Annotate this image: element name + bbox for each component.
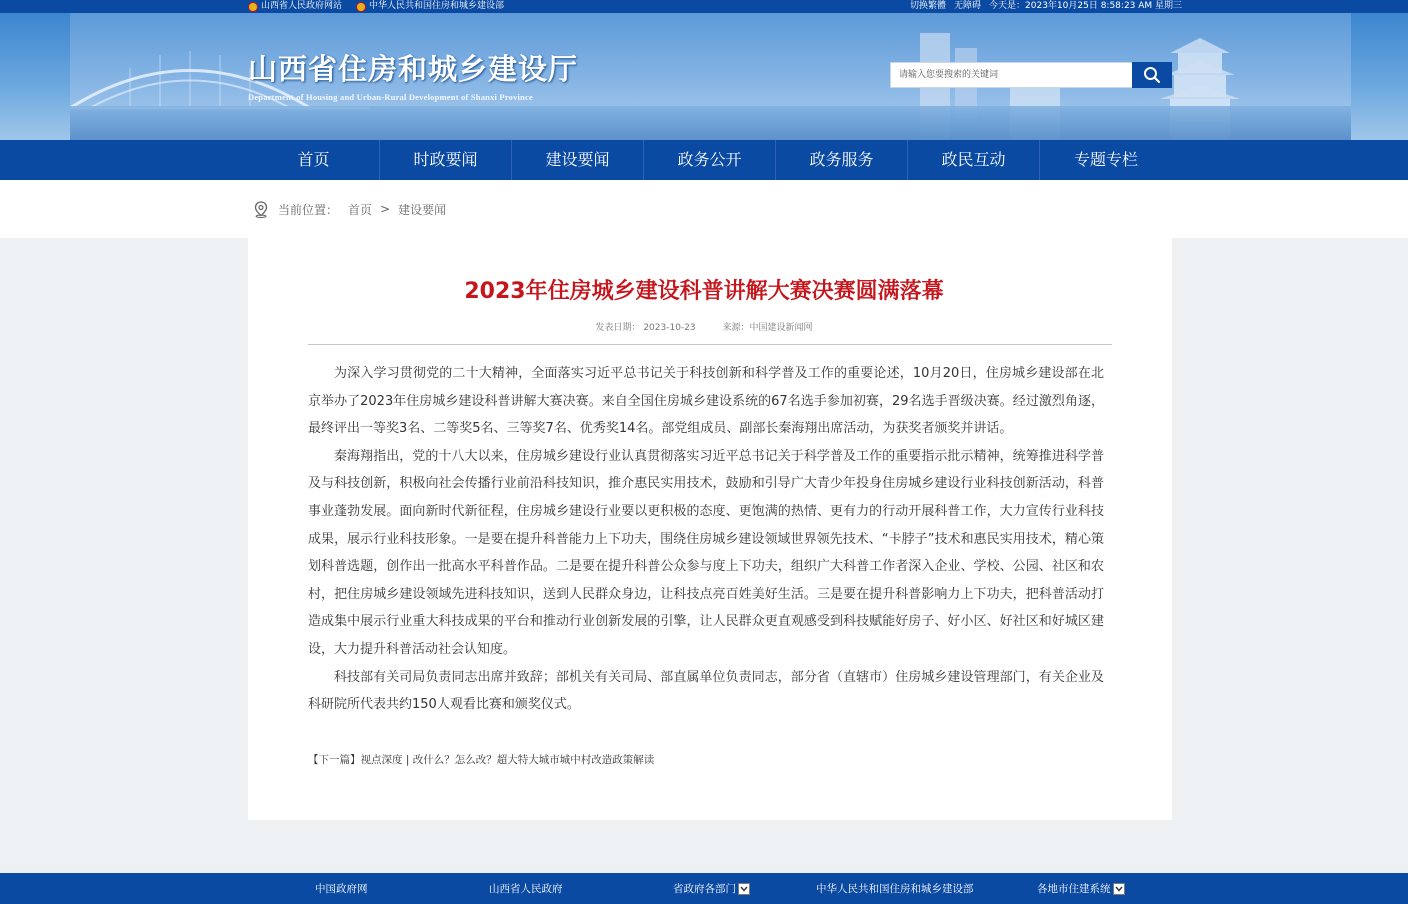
- footer-link-label: 省政府各部门: [673, 883, 736, 895]
- location-pin-icon: [252, 200, 270, 218]
- search-button[interactable]: [1132, 62, 1172, 88]
- article-paragraph: 秦海翔指出，党的十八大以来，住房城乡建设行业认真贯彻落实习近平总书记关于科学普及工作的重要指示批示精神，统筹推进科学普及与科技创新，积极向社会传播行业前沿科技知识，推介惠民实用技术，鼓励和引导广大青少年投身住房城乡建设行业科技创新活动，科普事业蓬勃发展。面向新时代新征程，住房城乡建设行业要以更积极的态度、更饱满的热情、更有力的行动开展科普工作，大力宣传行业科技成果，展示行业科技形象。一是要在提升科普能力上下功夫，围绕住房城乡建设领域世界领先技术、“卡脖子”技术和惠民实用技术，精心策划科普选题，创作出一批高水平科普作品。二是要在提升科普公众参与度上下功夫，组织广大科普工作者深入企业、学校、公园、社区和农村，把住房城乡建设领域先进科技知识，送到人民群众身边，让科技点亮百姓美好生活。三是要在提升科普影响力上下功夫，把科普活动打造成集中展示行业重大科技成果的平台和推动行业创新发展的引擎，让人民群众更直观感受到科技赋能好房子、好小区、好社区和好城区建设，大力提升科普活动社会认知度。: [308, 448, 1104, 657]
- nav-item-topics[interactable]: 专题专栏: [1073, 150, 1138, 169]
- footer-link-shanxi-gov[interactable]: [489, 881, 563, 896]
- footer-links-bar: [0, 873, 1408, 904]
- gov-site-link[interactable]: [248, 0, 342, 13]
- chevron-down-icon: [738, 883, 750, 895]
- footer-link-gov-cn[interactable]: [315, 881, 368, 896]
- header-banner: [0, 13, 1408, 140]
- footer-dropdown-departments[interactable]: [673, 881, 750, 896]
- current-datetime: 今天是：2023年10月25日 8:58:23 AM 星期三: [989, 1, 1183, 11]
- breadcrumb-label: 当前位置：: [278, 202, 339, 217]
- breadcrumb-separator: >: [380, 202, 391, 216]
- nav-item-gov-affairs[interactable]: 政务公开: [644, 140, 776, 180]
- top-bar: [0, 0, 1408, 13]
- article-source: 来源：中国建设新闻网: [722, 323, 813, 333]
- article-paragraph: 科技部有关司局负责同志出席并致辞；部机关有关司局、部直属单位负责同志，部分省（直辖市）住房城乡建设管理部门，有关企业及科研院所代表共约150人观看比赛和颁奖仪式。: [308, 669, 1104, 713]
- title-divider: [308, 344, 1112, 345]
- footer-dropdown-city-systems[interactable]: [1037, 881, 1125, 896]
- nav-item-interaction[interactable]: 政民互动: [908, 140, 1040, 180]
- breadcrumb-home[interactable]: 首页: [348, 202, 373, 217]
- next-article-link[interactable]: 视点深度 | 改什么？怎么改？超大特大城市城中村改造政策解读: [360, 754, 655, 766]
- nav-item-politics-news[interactable]: 时政要闻: [380, 140, 512, 180]
- footer-link-label: 中华人民共和国住房和城乡建设部: [816, 883, 974, 895]
- article-date: 发表日期： 2023-10-23: [595, 323, 696, 333]
- main-nav: [0, 140, 1408, 180]
- next-article-label: 【下一篇】: [308, 754, 361, 766]
- switch-traditional-link[interactable]: 切换繁體: [910, 1, 947, 11]
- footer-link-label: 各地市住建系统: [1037, 883, 1111, 895]
- footer-link-label: 中国政府网: [315, 883, 368, 895]
- mohurd-link[interactable]: [356, 0, 504, 13]
- mohurd-label: 中华人民共和国住房和城乡建设部: [369, 1, 505, 11]
- breadcrumb-band: [0, 180, 1408, 238]
- footer-link-label: 山西省人民政府: [489, 883, 563, 895]
- chevron-down-icon: [1113, 883, 1125, 895]
- article-title: 2023年住房城乡建设科普讲解大赛决赛圆满落幕: [464, 279, 944, 304]
- breadcrumb-current[interactable]: 建设要闻: [398, 202, 447, 217]
- next-article: [308, 752, 654, 767]
- footer-link-mohurd[interactable]: [816, 881, 974, 896]
- article-paragraph: 为深入学习贯彻党的二十大精神，全面落实习近平总书记关于科技创新和科学普及工作的重要论述，10月20日，住房城乡建设部在北京举办了2023年住房城乡建设科普讲解大赛决赛。来自全国住房城乡建设系统的67名选手参加初赛，29名选手晋级决赛。经过激烈角逐，最终评出一等奖3名、二等奖5名、三等奖7名、优秀奖14名。部党组成员、副部长秦海翔出席活动，为获奖者颁奖并讲话。: [308, 366, 1104, 437]
- nav-item-construction-news[interactable]: 建设要闻: [512, 140, 644, 180]
- article-meta: [0, 320, 1408, 333]
- breadcrumb: [252, 200, 446, 218]
- accessibility-link[interactable]: 无障碍: [954, 1, 982, 11]
- national-emblem-icon: [248, 2, 258, 12]
- gov-site-label: 山西省人民政府网站: [261, 1, 343, 11]
- site-title: 山西省住房和城乡建设厅: [248, 52, 579, 86]
- banner-image: [70, 13, 1351, 140]
- search-icon: [1143, 66, 1161, 84]
- search-input[interactable]: 请输入您要搜索的关键词: [890, 62, 1133, 88]
- article-body: [308, 360, 1104, 719]
- national-emblem-icon: [356, 2, 366, 12]
- nav-item-gov-services[interactable]: 政务服务: [776, 140, 908, 180]
- river: [70, 106, 1351, 140]
- site-title-en: Department of Housing and Urban-Rural Development of Shanxi Province: [248, 92, 533, 102]
- nav-item-home[interactable]: 首页: [248, 140, 380, 180]
